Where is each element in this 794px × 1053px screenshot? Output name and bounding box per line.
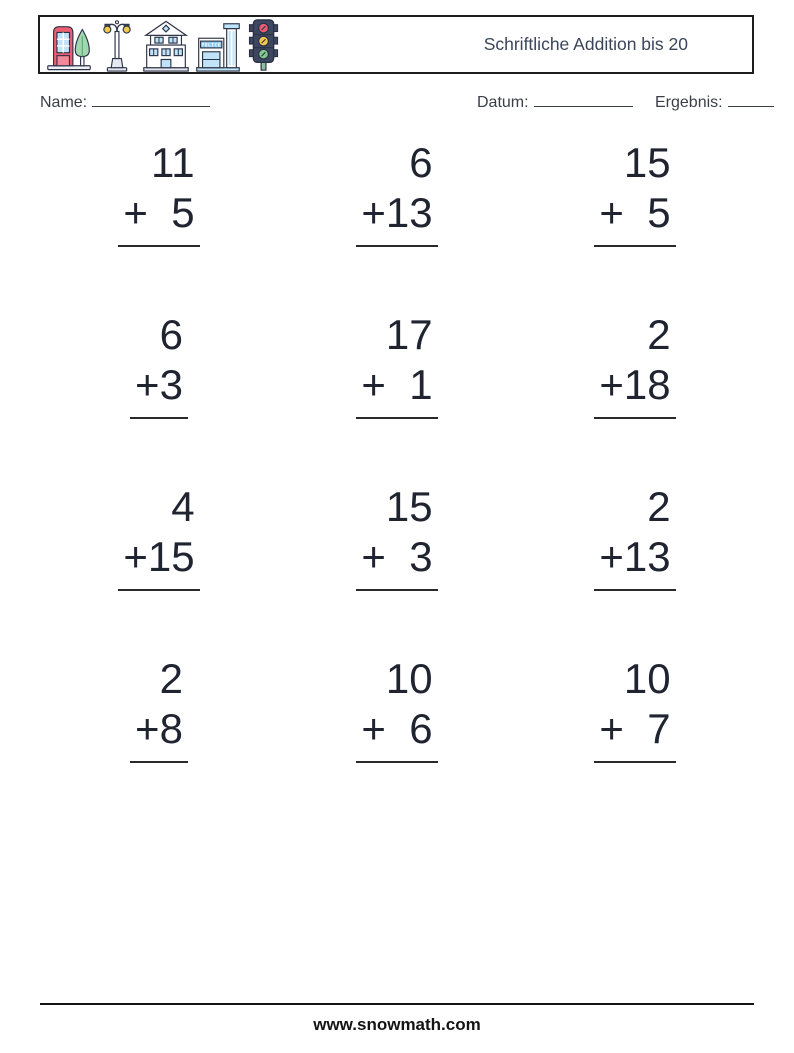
addend-top: 2 [159, 655, 183, 702]
name-label: Name: [40, 94, 88, 111]
addition-problem-4 [130, 304, 188, 419]
result-blank-line [728, 92, 774, 107]
traffic-light-icon [246, 17, 282, 73]
addend-bottom: + 7 [594, 704, 675, 762]
addend-bottom: +8 [130, 704, 188, 762]
addition-problem-11 [356, 648, 437, 763]
police-station-icon [195, 17, 241, 73]
date-blank-line [534, 92, 633, 107]
addend-top: 2 [647, 483, 671, 530]
addend-bottom: + 1 [356, 360, 437, 418]
addend-bottom: + 3 [356, 532, 437, 590]
date-field [477, 92, 633, 112]
result-field [655, 92, 774, 112]
addend-bottom: +3 [130, 360, 188, 418]
addend-top: 10 [385, 655, 433, 702]
addend-bottom: + 6 [356, 704, 437, 762]
addend-top: 15 [623, 139, 671, 186]
addition-problem-2 [356, 132, 437, 247]
addend-bottom: + 5 [118, 188, 199, 246]
addend-top: 10 [623, 655, 671, 702]
street-lamp-icon [97, 17, 137, 73]
school-building-icon [142, 17, 190, 73]
addend-bottom: +15 [118, 532, 199, 590]
addition-problem-5 [356, 304, 437, 419]
addend-top: 11 [151, 139, 195, 186]
addend-top: 17 [385, 311, 433, 358]
name-field [40, 92, 210, 112]
addend-top: 2 [647, 311, 671, 358]
result-label: Ergebnis: [655, 94, 723, 111]
addend-bottom: +13 [356, 188, 437, 246]
addend-bottom: + 5 [594, 188, 675, 246]
addend-bottom: +18 [594, 360, 675, 418]
addition-problem-9 [594, 476, 675, 591]
addend-top: 6 [409, 139, 433, 186]
addition-problem-8 [356, 476, 437, 591]
addition-problem-10 [130, 648, 188, 763]
worksheet-header [38, 15, 754, 74]
addition-problem-12 [594, 648, 675, 763]
addition-problem-3 [594, 132, 675, 247]
phone-booth-and-tree-icon [46, 17, 92, 73]
name-blank-line [92, 92, 210, 107]
addend-top: 4 [171, 483, 195, 530]
police-sign-text: POLICE [201, 42, 221, 48]
addend-bottom: +13 [594, 532, 675, 590]
footer-website: www.snowmath.com [313, 1015, 481, 1034]
worksheet-title: Schriftliche Addition bis 20 [483, 34, 688, 54]
problems-grid [40, 132, 754, 820]
addend-top: 6 [159, 311, 183, 358]
header-icon-strip [40, 17, 282, 73]
footer-divider [40, 1003, 754, 1005]
date-label: Datum: [477, 94, 529, 111]
fields-row [0, 92, 794, 116]
addition-problem-7 [118, 476, 199, 591]
addition-problem-1 [118, 132, 199, 247]
addition-problem-6 [594, 304, 675, 419]
addend-top: 15 [385, 483, 433, 530]
